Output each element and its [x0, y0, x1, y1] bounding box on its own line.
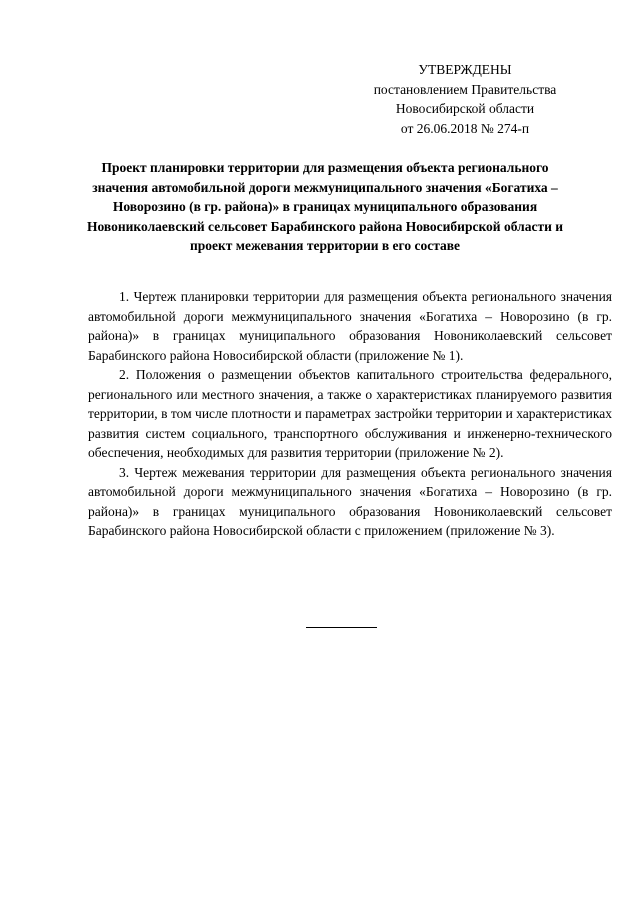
approval-region: Новосибирской области: [395, 101, 535, 116]
approval-heading: УТВЕРЖДЕНЫ: [418, 62, 512, 77]
approval-date-number: от 26.06.2018 № 274-п: [400, 120, 530, 136]
list-item-1: 1. Чертеж планировки территории для размещения объекта регионального значения автомобильной дороги межмуниципального значения «Богатиха – Новорозино (в гр. района)» в границах муниципального образования Новониколаевский сельсовет Барабинского района Новосибирской области (приложение № 1).: [88, 289, 612, 363]
approval-stamp: [360, 60, 570, 138]
approval-resolution: постановлением Правительства: [373, 81, 557, 97]
list-item-3: 3. Чертеж межевания территории для размещения объекта регионального значения автомобильной дороги межмуниципального значения «Богатиха – Новорозино (в гр. района)» в границах муниципального образования Новониколаевский сельсовет Барабинского района Новосибирской области с приложением (приложение № 3).: [88, 464, 612, 538]
closing-divider: [306, 627, 377, 628]
list-item-2: 2. Положения о размещении объектов капитального строительства федерального, регионального или местного значения, а также о характеристиках планируемого развития территории, в том числе плотности и параметрах застройки территории и характеристиках развития систем социального, транспортного обслуживания и инженерно-технического обеспечения, необходимых для развития территории (приложение № 2).: [88, 367, 612, 460]
document-body: [88, 287, 612, 541]
document-title: Проект планировки территории для размещения объекта регионального значения автомобильной дороги межмуниципального значения «Богатиха – Новорозино (в гр. района)» в границах муниципального образования Новониколаевский сельсовет Барабинского района Новосибирской области и проект межевания территории в его составе: [86, 160, 564, 253]
